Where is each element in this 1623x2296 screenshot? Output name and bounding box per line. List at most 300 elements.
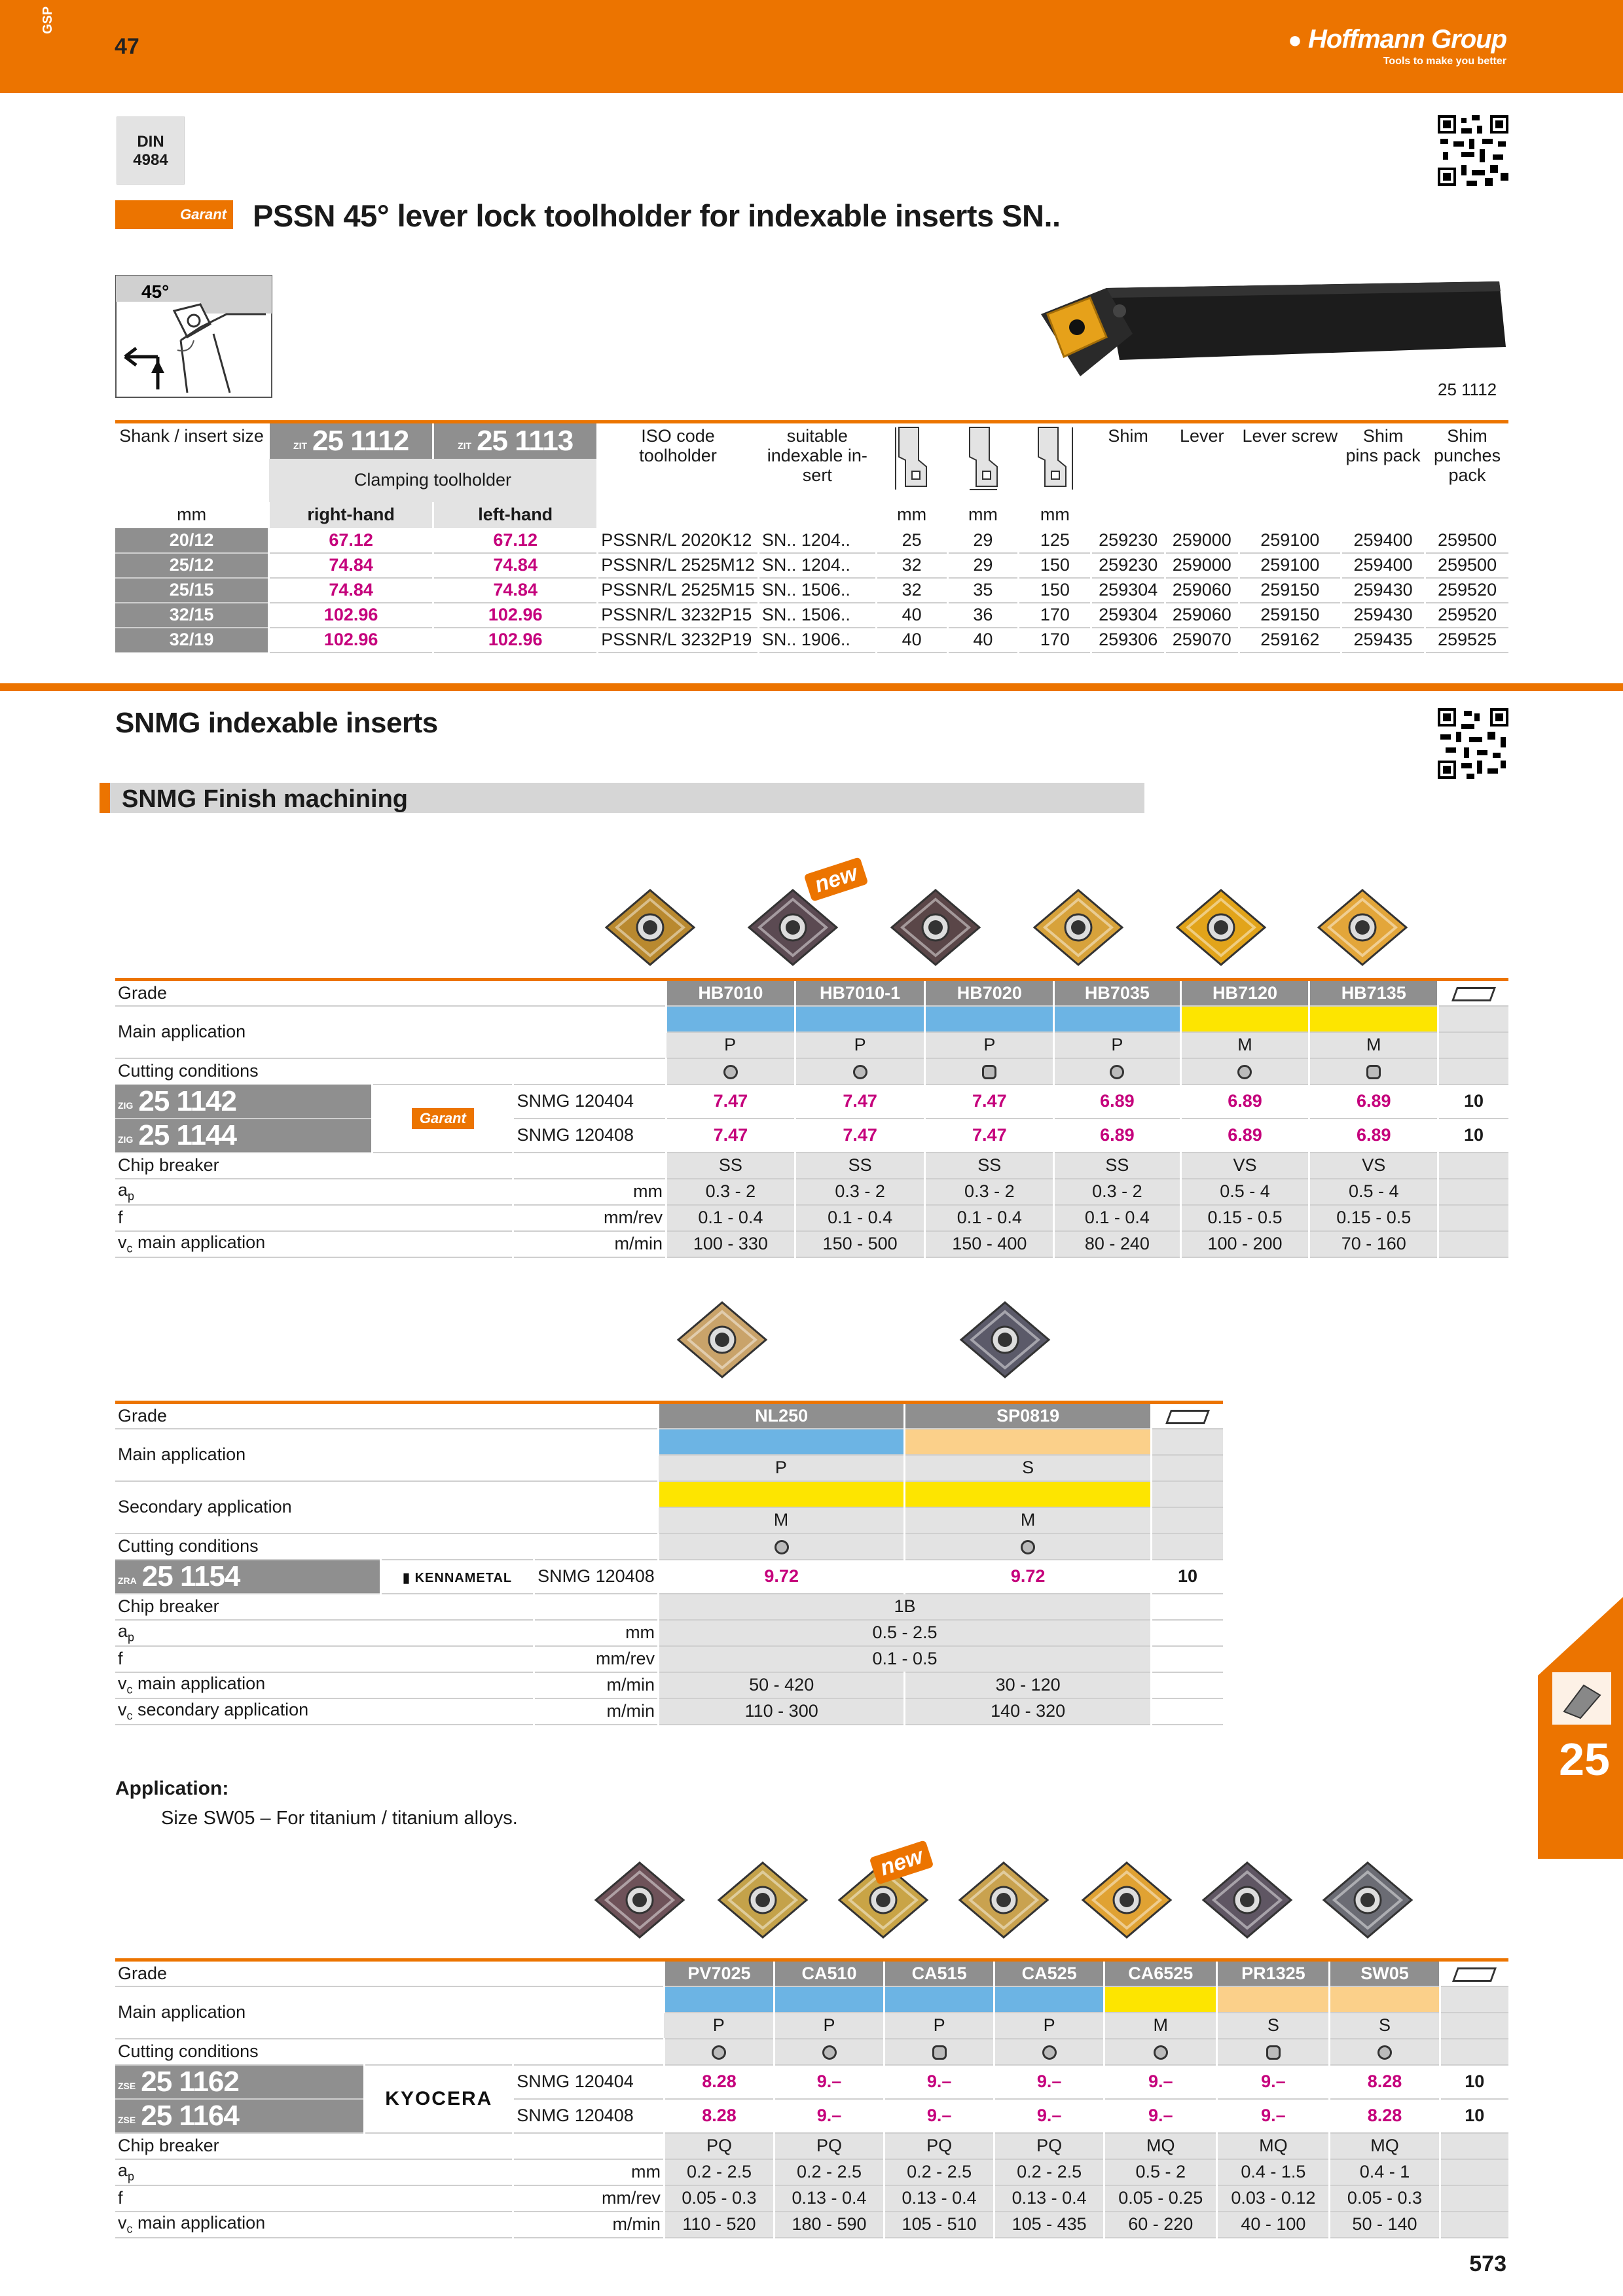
price-cell[interactable]: 9.– — [1217, 2065, 1330, 2099]
spec-cell: SS — [1054, 1153, 1180, 1179]
row-label — [115, 2185, 513, 2212]
table-cell: PSSNR/L 2525M12 — [598, 553, 759, 578]
main-application-value: S — [1217, 2013, 1330, 2039]
main-application-label: Main application — [115, 1986, 664, 2039]
unit-label: mm — [513, 1179, 666, 1205]
price-cell[interactable]: 6.89 — [1180, 1085, 1309, 1119]
price-cell[interactable]: 74.84 — [433, 553, 598, 578]
pack-size: 10 — [1438, 1085, 1508, 1119]
table-cell: 259500 — [1425, 553, 1508, 578]
shank-cell: 32/15 — [115, 603, 269, 628]
cutting-condition-icon — [925, 1058, 1054, 1085]
spec-cell: 0.15 - 0.5 — [1180, 1205, 1309, 1231]
spec-cell: PQ — [884, 2133, 994, 2159]
spec-cell: 0.05 - 0.25 — [1104, 2185, 1217, 2212]
table-cell: SN.. 1204.. — [758, 528, 876, 553]
row-label — [115, 1205, 513, 1231]
price-cell[interactable]: 8.28 — [664, 2099, 774, 2133]
row-label — [115, 1594, 534, 1620]
table-cell: 259306 — [1091, 628, 1165, 653]
insert-image — [714, 1857, 812, 1943]
main-application-value: P — [666, 1032, 795, 1058]
price-cell[interactable]: 9.– — [1104, 2099, 1217, 2133]
main-application-value: P — [884, 2013, 994, 2039]
dim-h1-icon — [876, 422, 947, 502]
table-cell: PSSNR/L 3232P15 — [598, 603, 759, 628]
spec-cell: 0.1 - 0.4 — [666, 1205, 795, 1231]
table-row — [115, 603, 1508, 628]
row-label-sub: c — [126, 1242, 133, 1255]
grade-header: CA510 — [775, 1960, 884, 1986]
row-label-rest: main application — [132, 2212, 266, 2233]
row-label — [115, 1646, 534, 1672]
din-badge — [117, 117, 185, 185]
table-cell: 259520 — [1425, 578, 1508, 603]
price-cell[interactable]: 7.47 — [925, 1119, 1054, 1153]
price-cell[interactable]: 7.47 — [795, 1119, 925, 1153]
spec-cell: 0.1 - 0.4 — [925, 1205, 1054, 1231]
table-cell: SN.. 1906.. — [758, 628, 876, 653]
main-application-value: S — [1330, 2013, 1440, 2039]
packaging-icon — [1440, 1960, 1508, 1986]
new-badge: new — [869, 1840, 934, 1885]
spec-cell: 0.2 - 2.5 — [884, 2159, 994, 2185]
table-cell: 259070 — [1165, 628, 1239, 653]
spec-cell: 0.1 - 0.4 — [1054, 1205, 1180, 1231]
spec-cell: 0.15 - 0.5 — [1309, 1205, 1438, 1231]
price-cell[interactable]: 74.84 — [269, 553, 433, 578]
cutting-conditions-label: Cutting conditions — [115, 2039, 664, 2065]
spec-cell: PQ — [775, 2133, 884, 2159]
page-title: PSSN 45° lever lock toolholder for indexable inserts SN.. — [253, 198, 1061, 233]
spec-cell: 0.05 - 0.3 — [1330, 2185, 1440, 2212]
article-number[interactable]: ZSE 25 1162 — [115, 2065, 365, 2099]
main-application-value: P — [664, 2013, 774, 2039]
qr-code-icon[interactable] — [1438, 115, 1508, 186]
row-label-text: Chip breaker — [118, 2136, 219, 2155]
grade-header: HB7020 — [925, 980, 1054, 1006]
spec-cell: 0.13 - 0.4 — [884, 2185, 994, 2212]
table-cell: 259520 — [1425, 603, 1508, 628]
packaging-icon — [1438, 980, 1508, 1006]
subsection-bar — [100, 783, 1144, 813]
unit-label: m/min — [534, 1672, 659, 1698]
spec-cell: 150 - 500 — [795, 1231, 925, 1257]
table-cell: 259230 — [1091, 528, 1165, 553]
insert-image — [1078, 1857, 1176, 1943]
spec-cell: 70 - 160 — [1309, 1231, 1438, 1257]
insert-image — [1313, 885, 1412, 970]
insert-image — [955, 1857, 1053, 1943]
spec-cell: 0.13 - 0.4 — [994, 2185, 1104, 2212]
row-label-rest: secondary application — [132, 1699, 309, 1719]
toolholder-table — [115, 420, 1508, 653]
price-cell[interactable]: 74.84 — [433, 578, 598, 603]
main-application-value: M — [1309, 1032, 1438, 1058]
row-label-text: a — [118, 1179, 128, 1200]
grade-header: PV7025 — [664, 1960, 774, 1986]
spec-cell: 80 - 240 — [1054, 1231, 1180, 1257]
grade-header: HB7010 — [666, 980, 795, 1006]
spec-cell: 100 - 200 — [1180, 1231, 1309, 1257]
spec-cell: SS — [666, 1153, 795, 1179]
insert-image — [673, 1297, 771, 1382]
row-label-text: f — [118, 1208, 123, 1227]
pack-size: 10 — [1151, 1560, 1223, 1594]
price-cell[interactable]: 67.12 — [433, 528, 598, 553]
price-cell[interactable]: 67.12 — [269, 528, 433, 553]
unit-label — [513, 2133, 665, 2159]
spec-cell: 180 - 590 — [775, 2212, 884, 2238]
price-cell[interactable]: 9.– — [1104, 2065, 1217, 2099]
spec-cell: 0.4 - 1.5 — [1217, 2159, 1330, 2185]
price-cell[interactable]: 9.72 — [905, 1560, 1152, 1594]
table-cell: 259150 — [1239, 578, 1341, 603]
row-label-rest: main application — [132, 1232, 266, 1252]
spec-cell: 0.5 - 4 — [1180, 1179, 1309, 1205]
chapter-tab[interactable] — [1538, 1597, 1623, 1859]
spec-cell: 0.1 - 0.4 — [795, 1205, 925, 1231]
table-row — [115, 528, 1508, 553]
spec-cell: SS — [795, 1153, 925, 1179]
angle-label: 45° — [141, 281, 170, 302]
spec-cell: 0.4 - 1 — [1330, 2159, 1440, 2185]
spec-cell: VS — [1180, 1153, 1309, 1179]
grade-header: HB7135 — [1309, 980, 1438, 1006]
table-cell: 259430 — [1341, 578, 1425, 603]
col-art-left: ZIT 25 1113 — [433, 422, 598, 459]
row-label-rest: main application — [132, 1673, 266, 1693]
price-cell[interactable]: 102.96 — [269, 603, 433, 628]
col-shim-pins: Shim pins pack — [1341, 422, 1425, 502]
table-cell: 150 — [1019, 553, 1091, 578]
spec-cell: 0.2 - 2.5 — [994, 2159, 1104, 2185]
price-cell[interactable]: 9.72 — [659, 1560, 905, 1594]
row-label — [115, 1231, 513, 1257]
spec-cell: 0.3 - 2 — [666, 1179, 795, 1205]
spec-cell: 105 - 435 — [994, 2212, 1104, 2238]
price-cell[interactable]: 9.– — [994, 2099, 1104, 2133]
application-value: S — [905, 1455, 1152, 1481]
price-cell[interactable]: 6.89 — [1180, 1119, 1309, 1153]
cutting-condition-icon — [659, 1534, 905, 1560]
grade-header: NL250 — [659, 1403, 905, 1429]
application-value: P — [659, 1455, 905, 1481]
kennametal-inserts-table — [115, 1401, 1223, 1725]
finish-inserts-table — [115, 978, 1508, 1258]
table-cell: 259100 — [1239, 553, 1341, 578]
spec-cell: 0.5 - 4 — [1309, 1179, 1438, 1205]
col-art-right: ZIT 25 1112 — [269, 422, 433, 459]
side-tag: GSP — [41, 6, 55, 34]
spec-cell: MQ — [1104, 2133, 1217, 2159]
row-label-sub: c — [126, 2222, 133, 2236]
chapter-number: 25 — [1559, 1734, 1610, 1785]
grade-header: PR1325 — [1217, 1960, 1330, 1986]
price-cell[interactable]: 7.47 — [666, 1085, 795, 1119]
insert-image — [601, 885, 699, 970]
cutting-condition-icon — [884, 2039, 994, 2065]
row-label-text: v — [118, 1673, 127, 1693]
cutting-condition-icon — [1104, 2039, 1217, 2065]
insert-image — [744, 885, 842, 970]
pack-size: 10 — [1440, 2065, 1508, 2099]
price-cell[interactable]: 8.28 — [664, 2065, 774, 2099]
table-cell: 125 — [1019, 528, 1091, 553]
section-separator — [0, 683, 1623, 691]
col-shank: Shank / insert size — [119, 426, 264, 446]
table-cell: 259400 — [1341, 528, 1425, 553]
logo-name: Hoffmann Group — [1307, 25, 1506, 54]
spec-cell: VS — [1309, 1153, 1438, 1179]
table-cell: 36 — [947, 603, 1019, 628]
row-label-sub: p — [128, 1630, 135, 1644]
page-number-bottom: 573 — [1469, 2251, 1506, 2276]
price-cell[interactable]: 8.28 — [1330, 2099, 1440, 2133]
row-label — [115, 1698, 534, 1725]
application-value: M — [905, 1507, 1152, 1534]
unit-label — [513, 1153, 666, 1179]
designation: SNMG 120408 — [534, 1560, 659, 1594]
kyocera-inserts-table — [115, 1958, 1508, 2238]
price-cell[interactable]: 102.96 — [433, 628, 598, 653]
designation: SNMG 120404 — [513, 1085, 666, 1119]
price-cell[interactable]: 102.96 — [433, 603, 598, 628]
table-cell: 40 — [947, 628, 1019, 653]
holder-caption: 25 1112 — [1438, 380, 1497, 399]
spec-cell: 0.3 - 2 — [795, 1179, 925, 1205]
insert-image — [1029, 885, 1127, 970]
grade-header: CA515 — [884, 1960, 994, 1986]
cutting-condition-icon — [905, 1534, 1152, 1560]
shank-cell: 32/19 — [115, 628, 269, 653]
unit-mm: mm — [876, 502, 947, 528]
row-label-text: Chip breaker — [118, 1155, 219, 1175]
table-cell: 259000 — [1165, 528, 1239, 553]
price-cell[interactable]: 7.47 — [666, 1119, 795, 1153]
row-label-sub: c — [126, 1709, 133, 1723]
table-cell: 259060 — [1165, 578, 1239, 603]
spec-cell: 110 - 520 — [664, 2212, 774, 2238]
spec-cell: 50 - 140 — [1330, 2212, 1440, 2238]
cutting-condition-icon — [1180, 1058, 1309, 1085]
row-label-sub: p — [128, 2170, 135, 2183]
unit-label: m/min — [534, 1698, 659, 1725]
grade-header: HB7010-1 — [795, 980, 925, 1006]
table-cell: 32 — [876, 578, 947, 603]
insert-image — [1198, 1857, 1296, 1943]
grade-header: HB7120 — [1180, 980, 1309, 1006]
spec-cell: 0.3 - 2 — [1054, 1179, 1180, 1205]
cutting-condition-icon — [1054, 1058, 1180, 1085]
designation: SNMG 120404 — [513, 2065, 665, 2099]
row-label — [115, 1153, 513, 1179]
spec-cell: 0.1 - 0.5 — [659, 1646, 1152, 1672]
designation: SNMG 120408 — [513, 2099, 665, 2133]
application-heading: Application: — [115, 1778, 229, 1799]
article-number[interactable]: ZRA 25 1154 — [115, 1560, 381, 1594]
table-cell: 29 — [947, 528, 1019, 553]
price-cell[interactable]: 8.28 — [1330, 2065, 1440, 2099]
pack-size: 10 — [1438, 1119, 1508, 1153]
price-cell[interactable]: 6.89 — [1309, 1119, 1438, 1153]
section-title: SNMG indexable inserts — [115, 707, 438, 739]
price-cell[interactable]: 6.89 — [1309, 1085, 1438, 1119]
spec-cell: 105 - 510 — [884, 2212, 994, 2238]
price-cell[interactable]: 9.– — [775, 2099, 884, 2133]
table-cell: 259230 — [1091, 553, 1165, 578]
unit-label: mm/rev — [513, 1205, 666, 1231]
grade-header: SW05 — [1330, 1960, 1440, 1986]
table-row — [115, 628, 1508, 653]
table-cell: 150 — [1019, 578, 1091, 603]
table-cell: 259060 — [1165, 603, 1239, 628]
spec-cell: 0.13 - 0.4 — [775, 2185, 884, 2212]
new-badge: new — [804, 857, 869, 902]
brand-logo: ▮ KENNAMETAL — [381, 1560, 534, 1594]
main-application-value: P — [994, 2013, 1104, 2039]
table-cell: 29 — [947, 553, 1019, 578]
spec-cell: 50 - 420 — [659, 1672, 905, 1698]
application-text: Size SW05 – For titanium / titanium alloys. — [161, 1808, 518, 1829]
application-label: Main application — [115, 1429, 659, 1481]
spec-cell: 60 - 220 — [1104, 2212, 1217, 2238]
table-row — [115, 553, 1508, 578]
grade-header: CA525 — [994, 1960, 1104, 1986]
unit-mm: mm — [947, 502, 1019, 528]
qr-code-icon[interactable] — [1438, 708, 1508, 779]
insert-image — [1319, 1857, 1417, 1943]
main-application-value: P — [795, 1032, 925, 1058]
brand-logo: KYOCERA — [365, 2065, 513, 2133]
table-cell: 259400 — [1341, 553, 1425, 578]
col-iso: ISO code toolholder — [598, 422, 759, 502]
row-label-text: v — [118, 1699, 127, 1719]
row-label-text: v — [118, 2212, 127, 2233]
col-lever-screw: Lever screw — [1239, 422, 1341, 502]
unit-label — [534, 1594, 659, 1620]
row-label — [115, 2133, 513, 2159]
row-label-sub: c — [126, 1683, 133, 1696]
spec-cell: 0.5 - 2.5 — [659, 1620, 1152, 1646]
application-label: Secondary application — [115, 1481, 659, 1534]
price-cell[interactable]: 9.– — [884, 2065, 994, 2099]
spec-cell: PQ — [664, 2133, 774, 2159]
page-number-top: 47 — [115, 34, 139, 59]
table-cell: SN.. 1204.. — [758, 553, 876, 578]
price-cell[interactable]: 9.– — [884, 2099, 994, 2133]
spec-cell: 0.2 - 2.5 — [664, 2159, 774, 2185]
main-application-value: M — [1104, 2013, 1217, 2039]
packaging-icon — [1151, 1403, 1223, 1429]
price-cell[interactable]: 9.– — [775, 2065, 884, 2099]
article-number[interactable]: ZIG 25 1142 — [115, 1085, 373, 1119]
unit-label: mm — [534, 1620, 659, 1646]
table-cell: 170 — [1019, 603, 1091, 628]
col-shim-punches: Shim punches pack — [1425, 422, 1508, 502]
application-value: M — [659, 1507, 905, 1534]
price-cell[interactable]: 7.47 — [925, 1085, 1054, 1119]
unit-label: m/min — [513, 2212, 665, 2238]
grade-label: Grade — [115, 980, 666, 1006]
row-label-text: a — [118, 1621, 128, 1641]
col-shim: Shim — [1091, 422, 1165, 502]
insert-image — [886, 885, 985, 970]
shank-cell: 25/12 — [115, 553, 269, 578]
row-label-text: v — [118, 1232, 127, 1252]
garant-brand-badge: Garant — [115, 200, 233, 229]
article-number[interactable]: ZSE 25 1164 — [115, 2099, 365, 2133]
spec-cell: PQ — [994, 2133, 1104, 2159]
table-cell: 259000 — [1165, 553, 1239, 578]
unit-mm: mm — [177, 505, 207, 524]
spec-cell: 40 - 100 — [1217, 2212, 1330, 2238]
insert-image — [956, 1297, 1054, 1382]
unit-mm: mm — [1019, 502, 1091, 528]
table-cell: PSSNR/L 3232P19 — [598, 628, 759, 653]
cutting-condition-icon — [775, 2039, 884, 2065]
unit-label: mm/rev — [513, 2185, 665, 2212]
table-cell: 32 — [876, 553, 947, 578]
article-number[interactable]: ZIG 25 1144 — [115, 1119, 373, 1153]
main-application-label: Main application — [115, 1006, 666, 1058]
spec-cell: 140 - 320 — [905, 1698, 1152, 1725]
price-cell[interactable]: 102.96 — [269, 628, 433, 653]
price-cell[interactable]: 6.89 — [1054, 1085, 1180, 1119]
shank-cell: 25/15 — [115, 578, 269, 603]
unit-label: m/min — [513, 1231, 666, 1257]
spec-cell: 1B — [659, 1594, 1152, 1620]
company-logo[interactable] — [1288, 25, 1506, 67]
right-hand-label: right-hand — [269, 502, 433, 528]
unit-label: mm/rev — [534, 1646, 659, 1672]
din-number: 4984 — [133, 151, 168, 169]
spec-cell: 0.3 - 2 — [925, 1179, 1054, 1205]
subsection-title: SNMG Finish machining — [122, 785, 409, 813]
price-cell[interactable]: 6.89 — [1054, 1119, 1180, 1153]
row-label — [115, 1620, 534, 1646]
shank-cell: 20/12 — [115, 528, 269, 553]
price-cell[interactable]: 7.47 — [795, 1085, 925, 1119]
cutting-condition-icon — [664, 2039, 774, 2065]
spec-cell: SS — [925, 1153, 1054, 1179]
grade-header: HB7035 — [1054, 980, 1180, 1006]
grade-label: Grade — [115, 1960, 664, 1986]
row-label — [115, 2212, 513, 2238]
price-cell[interactable]: 74.84 — [269, 578, 433, 603]
price-cell[interactable]: 9.– — [1217, 2099, 1330, 2133]
table-cell: SN.. 1506.. — [758, 603, 876, 628]
spec-cell: 0.5 - 2 — [1104, 2159, 1217, 2185]
table-cell: 259100 — [1239, 528, 1341, 553]
main-application-value: P — [925, 1032, 1054, 1058]
toolholder-image — [1028, 262, 1512, 393]
cutting-condition-icon — [1309, 1058, 1438, 1085]
cutting-conditions-label: Cutting conditions — [115, 1058, 666, 1085]
table-cell: 259162 — [1239, 628, 1341, 653]
spec-cell: MQ — [1330, 2133, 1440, 2159]
price-cell[interactable]: 9.– — [994, 2065, 1104, 2099]
table-cell: SN.. 1506.. — [758, 578, 876, 603]
logo-mark-icon: ●​ — [1288, 26, 1302, 53]
col-suitable: suitable indexable in-sert — [758, 422, 876, 502]
row-label-text: f — [118, 2188, 123, 2208]
unit-label: mm — [513, 2159, 665, 2185]
row-label-text: f — [118, 1649, 123, 1668]
table-cell: 35 — [947, 578, 1019, 603]
main-application-value: P — [775, 2013, 884, 2039]
cutting-condition-icon — [666, 1058, 795, 1085]
